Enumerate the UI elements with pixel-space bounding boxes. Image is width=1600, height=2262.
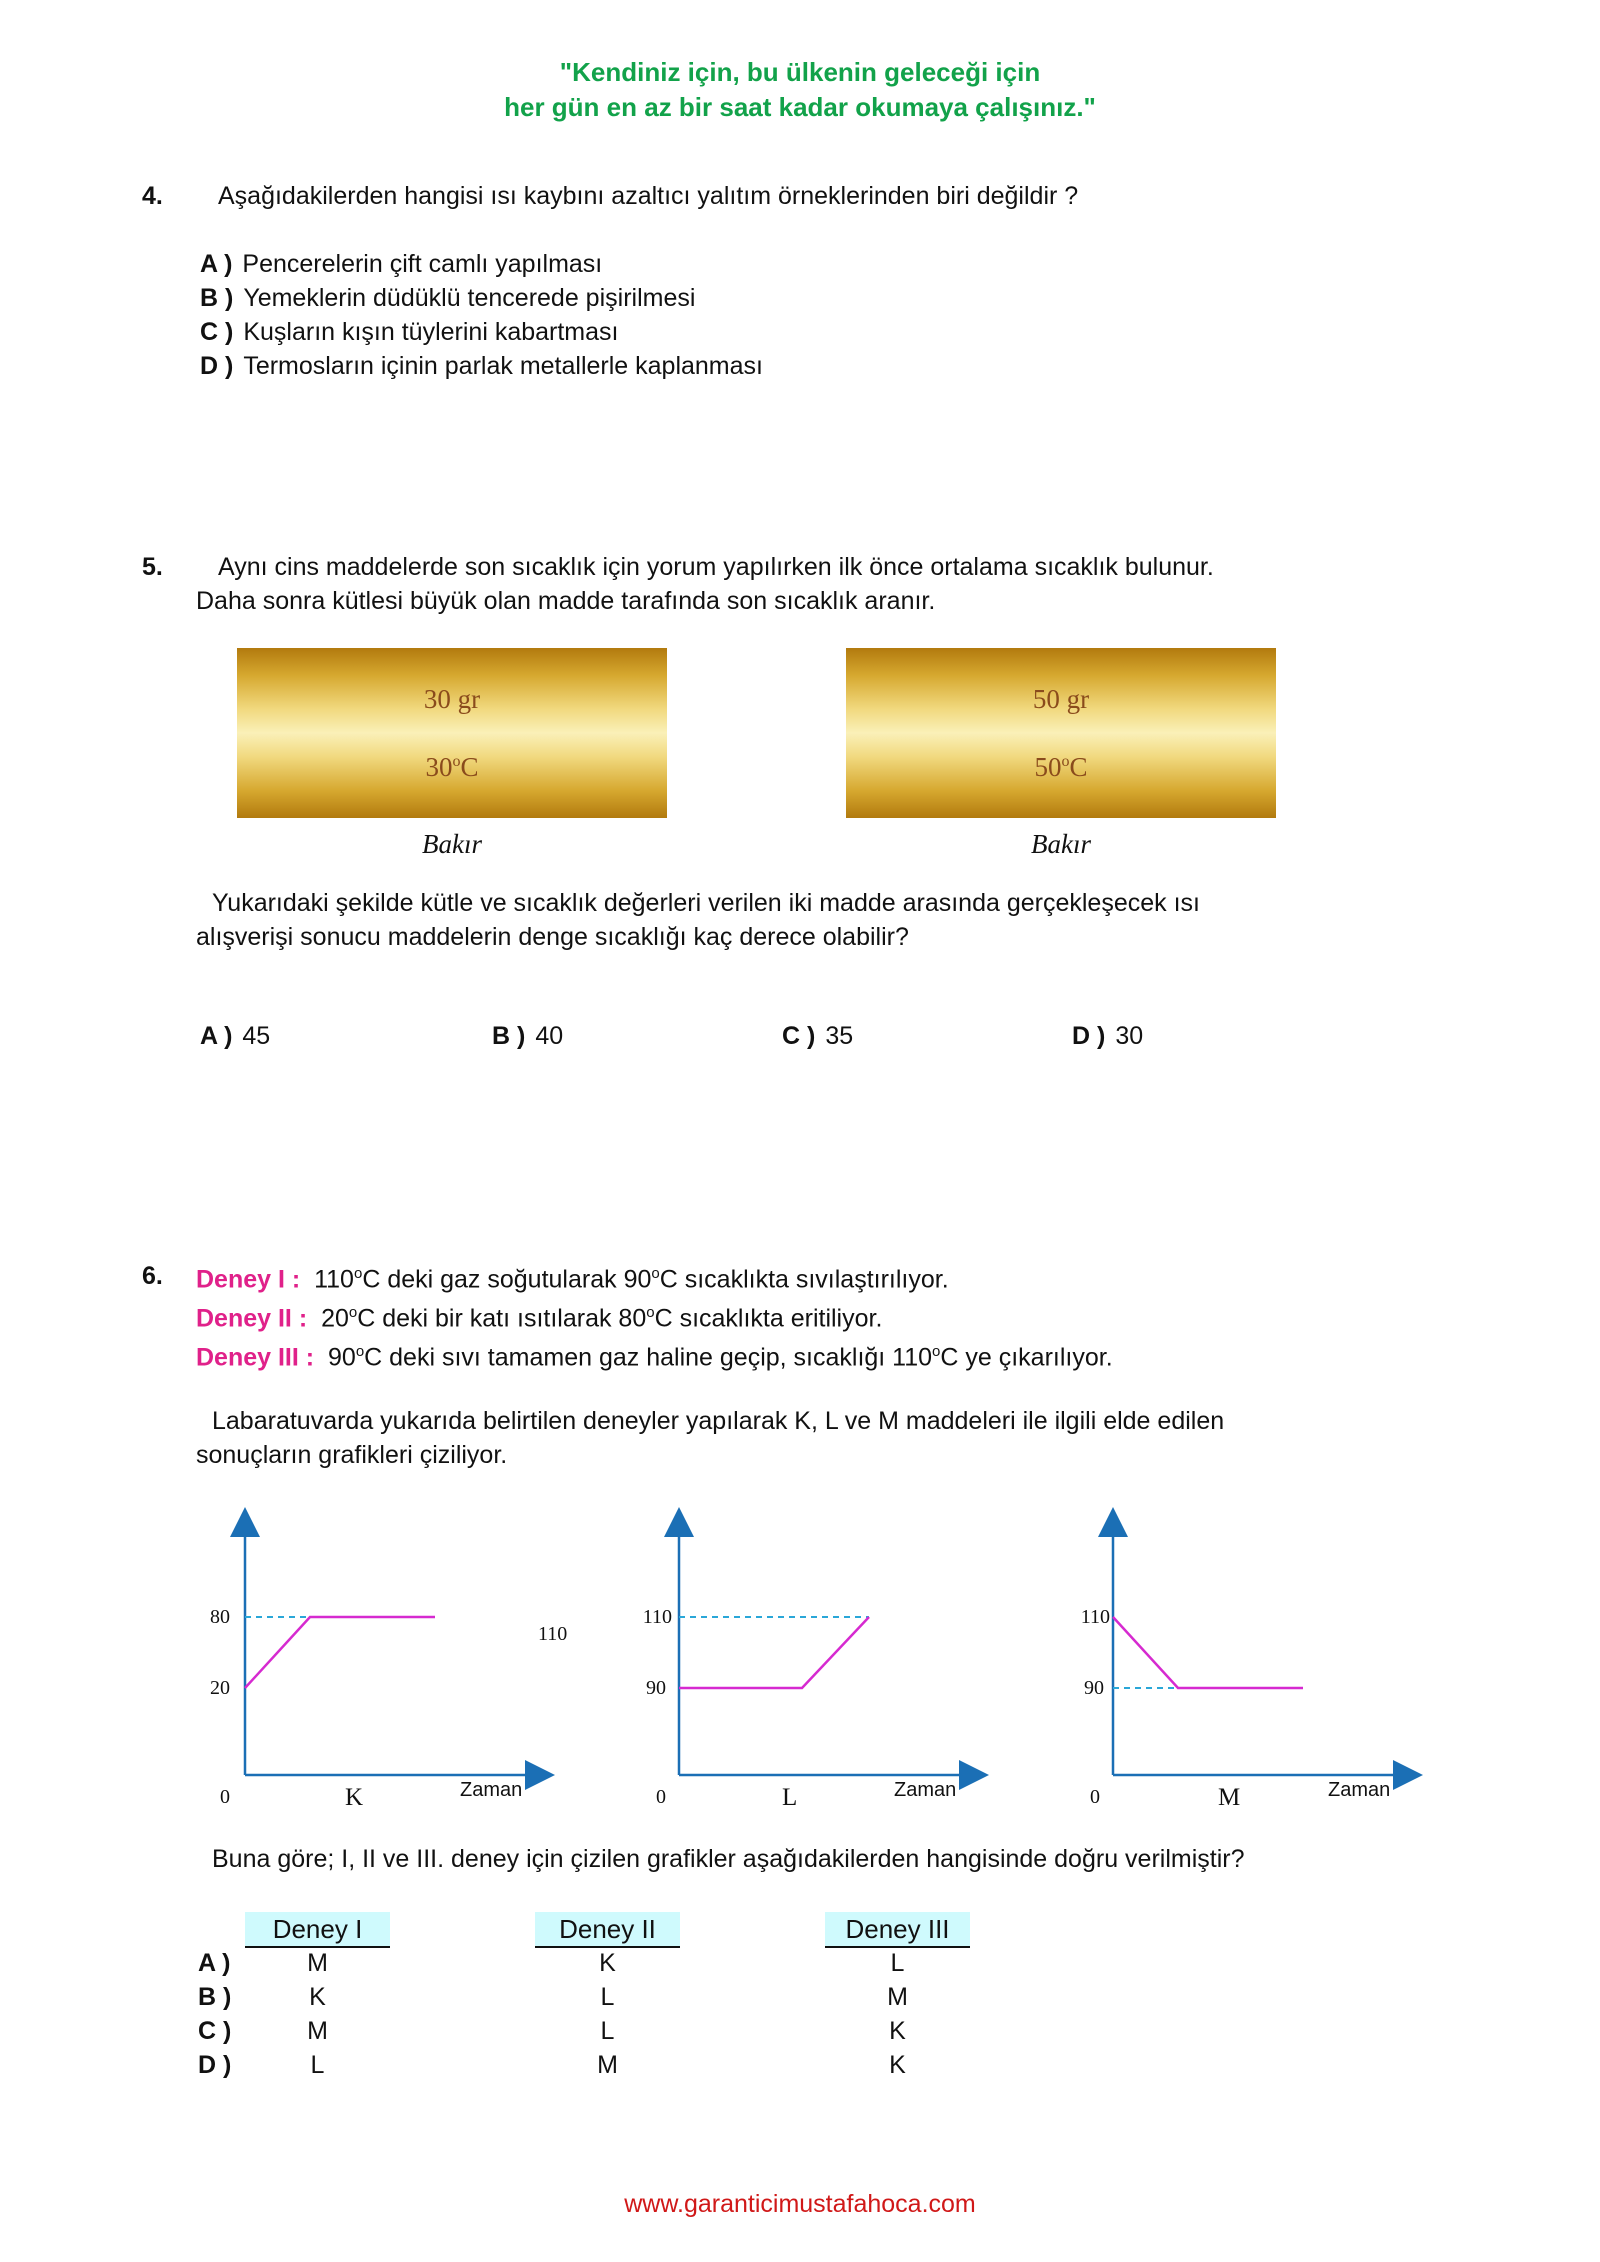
- bar2-mass: 50 gr: [1032, 684, 1090, 714]
- table-header-deney-3: Deney III: [825, 1912, 970, 1948]
- graph-k: [200, 1510, 640, 1820]
- copper-bar-1: [237, 648, 667, 818]
- table-cell: M: [887, 1983, 908, 2011]
- q5-option-b: B ) 40: [492, 1022, 564, 1050]
- q5-option-d: D ) 30: [1072, 1022, 1144, 1050]
- q6-intro-line1: Labaratuvarda yukarıda belirtilen deneyler yapılarak K, L ve M maddeleri ile ilgili elde edilen: [212, 1407, 1225, 1435]
- table-cell: K: [889, 2051, 906, 2079]
- q6-question: Buna göre; I, II ve III. deney için çizilen grafikler aşağıdakilerden hangisinde doğru verilmiştir?: [212, 1845, 1245, 1873]
- graph-l-origin: 0: [656, 1786, 666, 1808]
- q5-option-c: C ) 35: [782, 1022, 854, 1050]
- q6-experiment-3: Deney III : 90$^o$C deki sıvı tamamen gaz haline geçip, sıcaklığı 110$^o$C ye çıkarılıyor.: [196, 1343, 1113, 1372]
- table-cell: L: [310, 2051, 325, 2079]
- table-row-d-letter: D ): [198, 2051, 232, 2079]
- header-quote-line1: "Kendiniz için, bu ülkenin geleceği için: [559, 57, 1041, 87]
- table-header-deney-1: Deney I: [245, 1912, 390, 1948]
- q5-option-a: A ) 45: [200, 1022, 271, 1050]
- graph-m-tick-low: 90: [1084, 1677, 1104, 1699]
- q4-option-d: D ) Termosların içinin parlak metallerle kaplanması: [200, 352, 763, 380]
- q4-option-b: B ) Yemeklerin düdüklü tencerede pişirilmesi: [200, 284, 696, 312]
- q6-intro-line2: sonuçların grafikleri çiziliyor.: [196, 1441, 508, 1469]
- graph-l-line: [679, 1617, 869, 1688]
- bar2-label: Bakır: [1031, 829, 1091, 859]
- q4-option-a: A ) Pencerelerin çift camlı yapılması: [200, 250, 603, 278]
- table-row-b-letter: B ): [198, 1983, 232, 2011]
- graph-k-tick-low: 20: [210, 1677, 230, 1699]
- graph-k-tick-high: 80: [210, 1606, 230, 1628]
- q5-intro-line1: Aynı cins maddelerde son sıcaklık için yorum yapılırken ilk önce ortalama sıcaklık bulunur.: [218, 553, 1214, 581]
- table-cell: K: [309, 1983, 326, 2011]
- graph-m-line: [1113, 1617, 1303, 1688]
- graph-m-name: M: [1218, 1784, 1241, 1811]
- q6-experiment-1: Deney I : 110$^o$C deki gaz soğutularak 90$^o$C sıcaklıkta sıvılaştırılıyor.: [196, 1265, 949, 1294]
- table-cell: K: [889, 2017, 906, 2045]
- q6-number: 6.: [142, 1262, 163, 1290]
- graph-l-xlabel: Zaman: [894, 1779, 957, 1801]
- table-header-deney-2: Deney II: [535, 1912, 680, 1948]
- bar1-temp: 30$^o$C: [425, 752, 479, 782]
- table-cell: L: [600, 2017, 615, 2045]
- copper-bar-2: [846, 648, 1276, 818]
- graph-l-name: L: [782, 1784, 798, 1811]
- table-cell: L: [890, 1949, 905, 1977]
- q6-experiment-2: Deney II : 20$^o$C deki bir katı ısıtılarak 80$^o$C sıcaklıkta eritiliyor.: [196, 1304, 883, 1333]
- table-cell: M: [307, 2017, 328, 2045]
- bar2-temp: 50$^o$C: [1034, 752, 1088, 782]
- graph-l-tick-high: 110: [642, 1606, 672, 1628]
- table-cell: K: [599, 1949, 616, 1977]
- graph-k-origin: 0: [220, 1786, 230, 1808]
- graph-m-xlabel: Zaman: [1328, 1779, 1391, 1801]
- q4-number: 4.: [142, 182, 163, 210]
- q5-intro-line2: Daha sonra kütlesi büyük olan madde tarafında son sıcaklık aranır.: [196, 587, 936, 615]
- graph-l: [634, 1510, 1074, 1820]
- graph-m: [1068, 1510, 1508, 1820]
- graph-m-tick-high: 110: [1080, 1606, 1110, 1628]
- header-quote-line2: her gün en az bir saat kadar okumaya çalışınız.": [504, 92, 1096, 122]
- q4-option-c: C ) Kuşların kışın tüylerini kabartması: [200, 318, 619, 346]
- graph-m-origin: 0: [1090, 1786, 1100, 1808]
- graph-k-line: [245, 1617, 435, 1688]
- table-row-c-letter: C ): [198, 2017, 232, 2045]
- table-cell: L: [600, 1983, 615, 2011]
- bar1-mass: 30 gr: [423, 684, 481, 714]
- table-cell: M: [597, 2051, 618, 2079]
- graph-k-name: K: [345, 1784, 364, 1811]
- table-row-a-letter: A ): [198, 1949, 231, 1977]
- q5-question-line1: Yukarıdaki şekilde kütle ve sıcaklık değerleri verilen iki madde arasında gerçekleşecek ısı: [212, 889, 1200, 917]
- q5-question-line2: alışverişi sonucu maddelerin denge sıcaklığı kaç derece olabilir?: [196, 923, 909, 951]
- table-cell: M: [307, 1949, 328, 1977]
- graph-k-xlabel: Zaman: [460, 1779, 523, 1801]
- graph-k-stray-label: 110: [538, 1623, 568, 1645]
- q5-number: 5.: [142, 553, 163, 581]
- bar1-label: Bakır: [422, 829, 482, 859]
- q4-question: Aşağıdakilerden hangisi ısı kaybını azaltıcı yalıtım örneklerinden biri değildir ?: [218, 182, 1079, 210]
- footer-url[interactable]: www.garanticimustafahoca.com: [624, 2190, 976, 2218]
- graph-l-tick-low: 90: [646, 1677, 666, 1699]
